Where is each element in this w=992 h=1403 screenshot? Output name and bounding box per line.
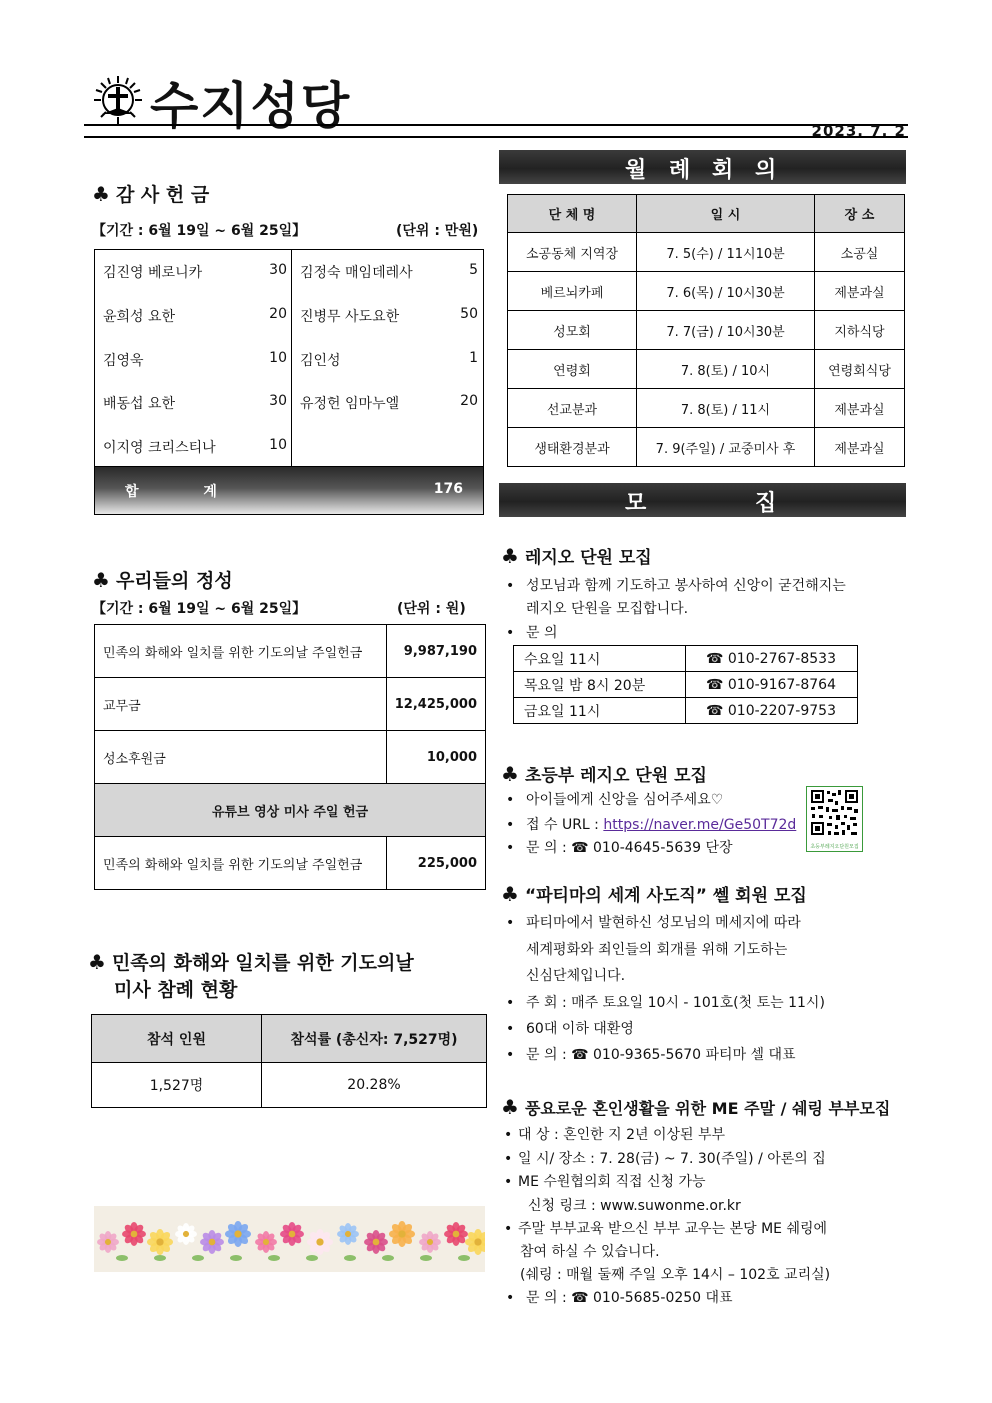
list-item: • ME 수원협의회 직접 신청 가능 [504,1174,706,1190]
donor-row: 배동섭 요한 30 [103,393,287,412]
list-item: 세계평화와 죄인들의 회개를 위해 기도하는 [526,942,788,958]
meetings-table: 단 체 명 일 시 장 소 소공동체 지역장 7. 5(수) / 11시10분 소공실 베르뇌카페 7. 6(목) / 10시30분 제분과실 성모회 7. 7(금) / 10시30분 지하식당 연령회 7. 8(토) / 10시 연령회식당 선교분과 7. 8(토) / 11시 제분과실 생태환경분과 7. 9(주일) / 교중미사 후 제분과실 [507,194,905,467]
list-item: • 문 의 : ☎ 010-9365-5670 파티마 셀 대표 [506,1047,796,1063]
flower-decoration [94,1206,485,1272]
table-row: 수요일 11시 ☎ 010-2767-8533 [514,646,858,672]
legio-heading: ♣ 레지오 단원 모집 [501,544,652,568]
signup-link[interactable]: https://naver.me/Ge50T72d [603,817,797,833]
table-row: 베르뇌카페 7. 6(목) / 10시30분 제분과실 [508,272,905,311]
list-item: 레지오 단원을 모집합니다. [526,601,689,617]
list-item: • 주 회 : 매주 토요일 10시 - 101호(첫 토는 11시) [506,995,825,1011]
meetings-banner: 월 례 회 의 [499,150,906,184]
table-row: 생태환경분과 7. 9(주일) / 교중미사 후 제분과실 [508,428,905,467]
offering-total [94,467,484,515]
table-row: 유튜브 영상 미사 주일 헌금 [95,784,486,837]
devotion-heading: ♣ 우리들의 정성 [92,568,233,592]
list-item: (쉐링 : 매월 둘째 주일 오후 14시 – 102호 교리실) [520,1267,831,1283]
offering-heading: ♣ 감 사 헌 금 [92,182,210,206]
list-item: • 일 시/ 장소 : 7. 28(금) ~ 7. 30(주일) / 아론의 집 [504,1151,826,1167]
donor-row: 김영욱 10 [103,350,287,369]
parish-logo [92,74,144,126]
qr-code[interactable] [806,786,863,852]
club-icon: ♣ [501,544,519,568]
list-item: • 60대 이하 대환영 [506,1021,634,1037]
qr-caption: 초등부레지오단원모집 [810,844,859,850]
table-row: 연령회 7. 8(토) / 10시 연령회식당 [508,350,905,389]
club-icon: ♣ [88,950,106,974]
qr-code-icon [807,787,862,839]
parish-title: 수지성당 [150,77,352,135]
table-row: 성모회 7. 7(금) / 10시30분 지하식당 [508,311,905,350]
list-item: • 아이들에게 신앙을 심어주세요♡ [506,792,724,808]
table-row: 민족의 화해와 일치를 위한 기도의날 주일헌금 225,000 [95,837,486,890]
table-row: 선교분과 7. 8(토) / 11시 제분과실 [508,389,905,428]
club-icon: ♣ [92,568,110,592]
offering-unit: (단위 : 만원) [396,223,479,239]
recruit-banner: 모 집 [499,483,906,517]
donor-row: 이지영 크리스티나 10 [103,437,287,456]
list-item: • 주말 부부교육 받으신 부부 교우는 본당 ME 쉐링에 [504,1221,828,1237]
club-icon: ♣ [501,1095,519,1119]
list-item: • 파티마에서 발현하신 성모님의 메세지에 따라 [506,915,801,931]
club-icon: ♣ [501,762,519,786]
table-row: 교무금 12,425,000 [95,678,486,731]
legio-contact-table [513,645,858,724]
me-heading: ♣ 풍요로운 혼인생활을 위한 ME 주말 / 쉐링 부부모집 [501,1095,891,1119]
table-row: 소공동체 지역장 7. 5(수) / 11시10분 소공실 [508,233,905,272]
total-value: 176 [433,481,463,497]
donor-row: 김진영 베로니카 30 [103,262,287,281]
list-item: • 문 의 [506,625,558,641]
devotion-period: 【기간 : 6월 19일 ~ 6월 25일】 [92,601,307,617]
donor-row: 김정숙 매임데레사 5 [300,262,478,281]
offering-table [94,249,484,467]
table-row: 목요일 밤 8시 20분 ☎ 010-9167-8764 [514,672,858,698]
header-rule [84,124,908,138]
club-icon: ♣ [92,182,110,206]
donor-row: 진병무 사도요한 50 [300,306,478,325]
list-item: • 접 수 URL : https://naver.me/Ge50T72d [506,817,797,833]
list-item: • 문 의 : ☎ 010-4645-5639 단장 [506,840,733,856]
donor-row: 윤희성 요한 20 [103,306,287,325]
bulletin-date: 2023. 7. 2 [811,122,906,140]
devotion-table [94,624,486,890]
list-item: 신청 링크 : www.suwonme.or.kr [528,1198,741,1214]
table-row: 성소후원금 10,000 [95,731,486,784]
club-icon: ♣ [501,882,519,906]
table-row: 민족의 화해와 일치를 위한 기도의날 주일헌금 9,987,190 [95,625,486,678]
table-row: 금요일 11시 ☎ 010-2207-9753 [514,698,858,724]
list-item: • 대 상 : 혼인한 지 2년 이상된 부부 [504,1127,726,1143]
donor-row: 김인성 1 [300,350,478,369]
total-label: 합 계 [125,484,247,500]
fatima-heading: ♣ “파티마의 세계 사도직” 쎌 회원 모집 [501,882,807,906]
attendance-heading: ♣ 민족의 화해와 일치를 위한 기도의날 [88,950,414,974]
donor-row: 유정헌 임마누엘 20 [300,393,478,412]
list-item: • 성모님과 함께 기도하고 봉사하여 신앙이 굳건해지는 [506,578,846,594]
list-item: 신심단체입니다. [526,968,626,984]
junior-legio-heading: ♣ 초등부 레지오 단원 모집 [501,762,707,786]
attendance-table: 참석 인원 참석률 (총신자: 7,527명) 1,527명 20.28% [91,1014,487,1108]
attendance-heading-2: 미사 참례 현황 [114,979,238,1001]
devotion-unit: (단위 : 원) [397,601,466,617]
list-item: • 문 의 : ☎ 010-5685-0250 대표 [506,1290,733,1306]
offering-period: 【기간 : 6월 19일 ~ 6월 25일】 [92,223,307,239]
list-item: 참여 하실 수 있습니다. [520,1244,660,1260]
